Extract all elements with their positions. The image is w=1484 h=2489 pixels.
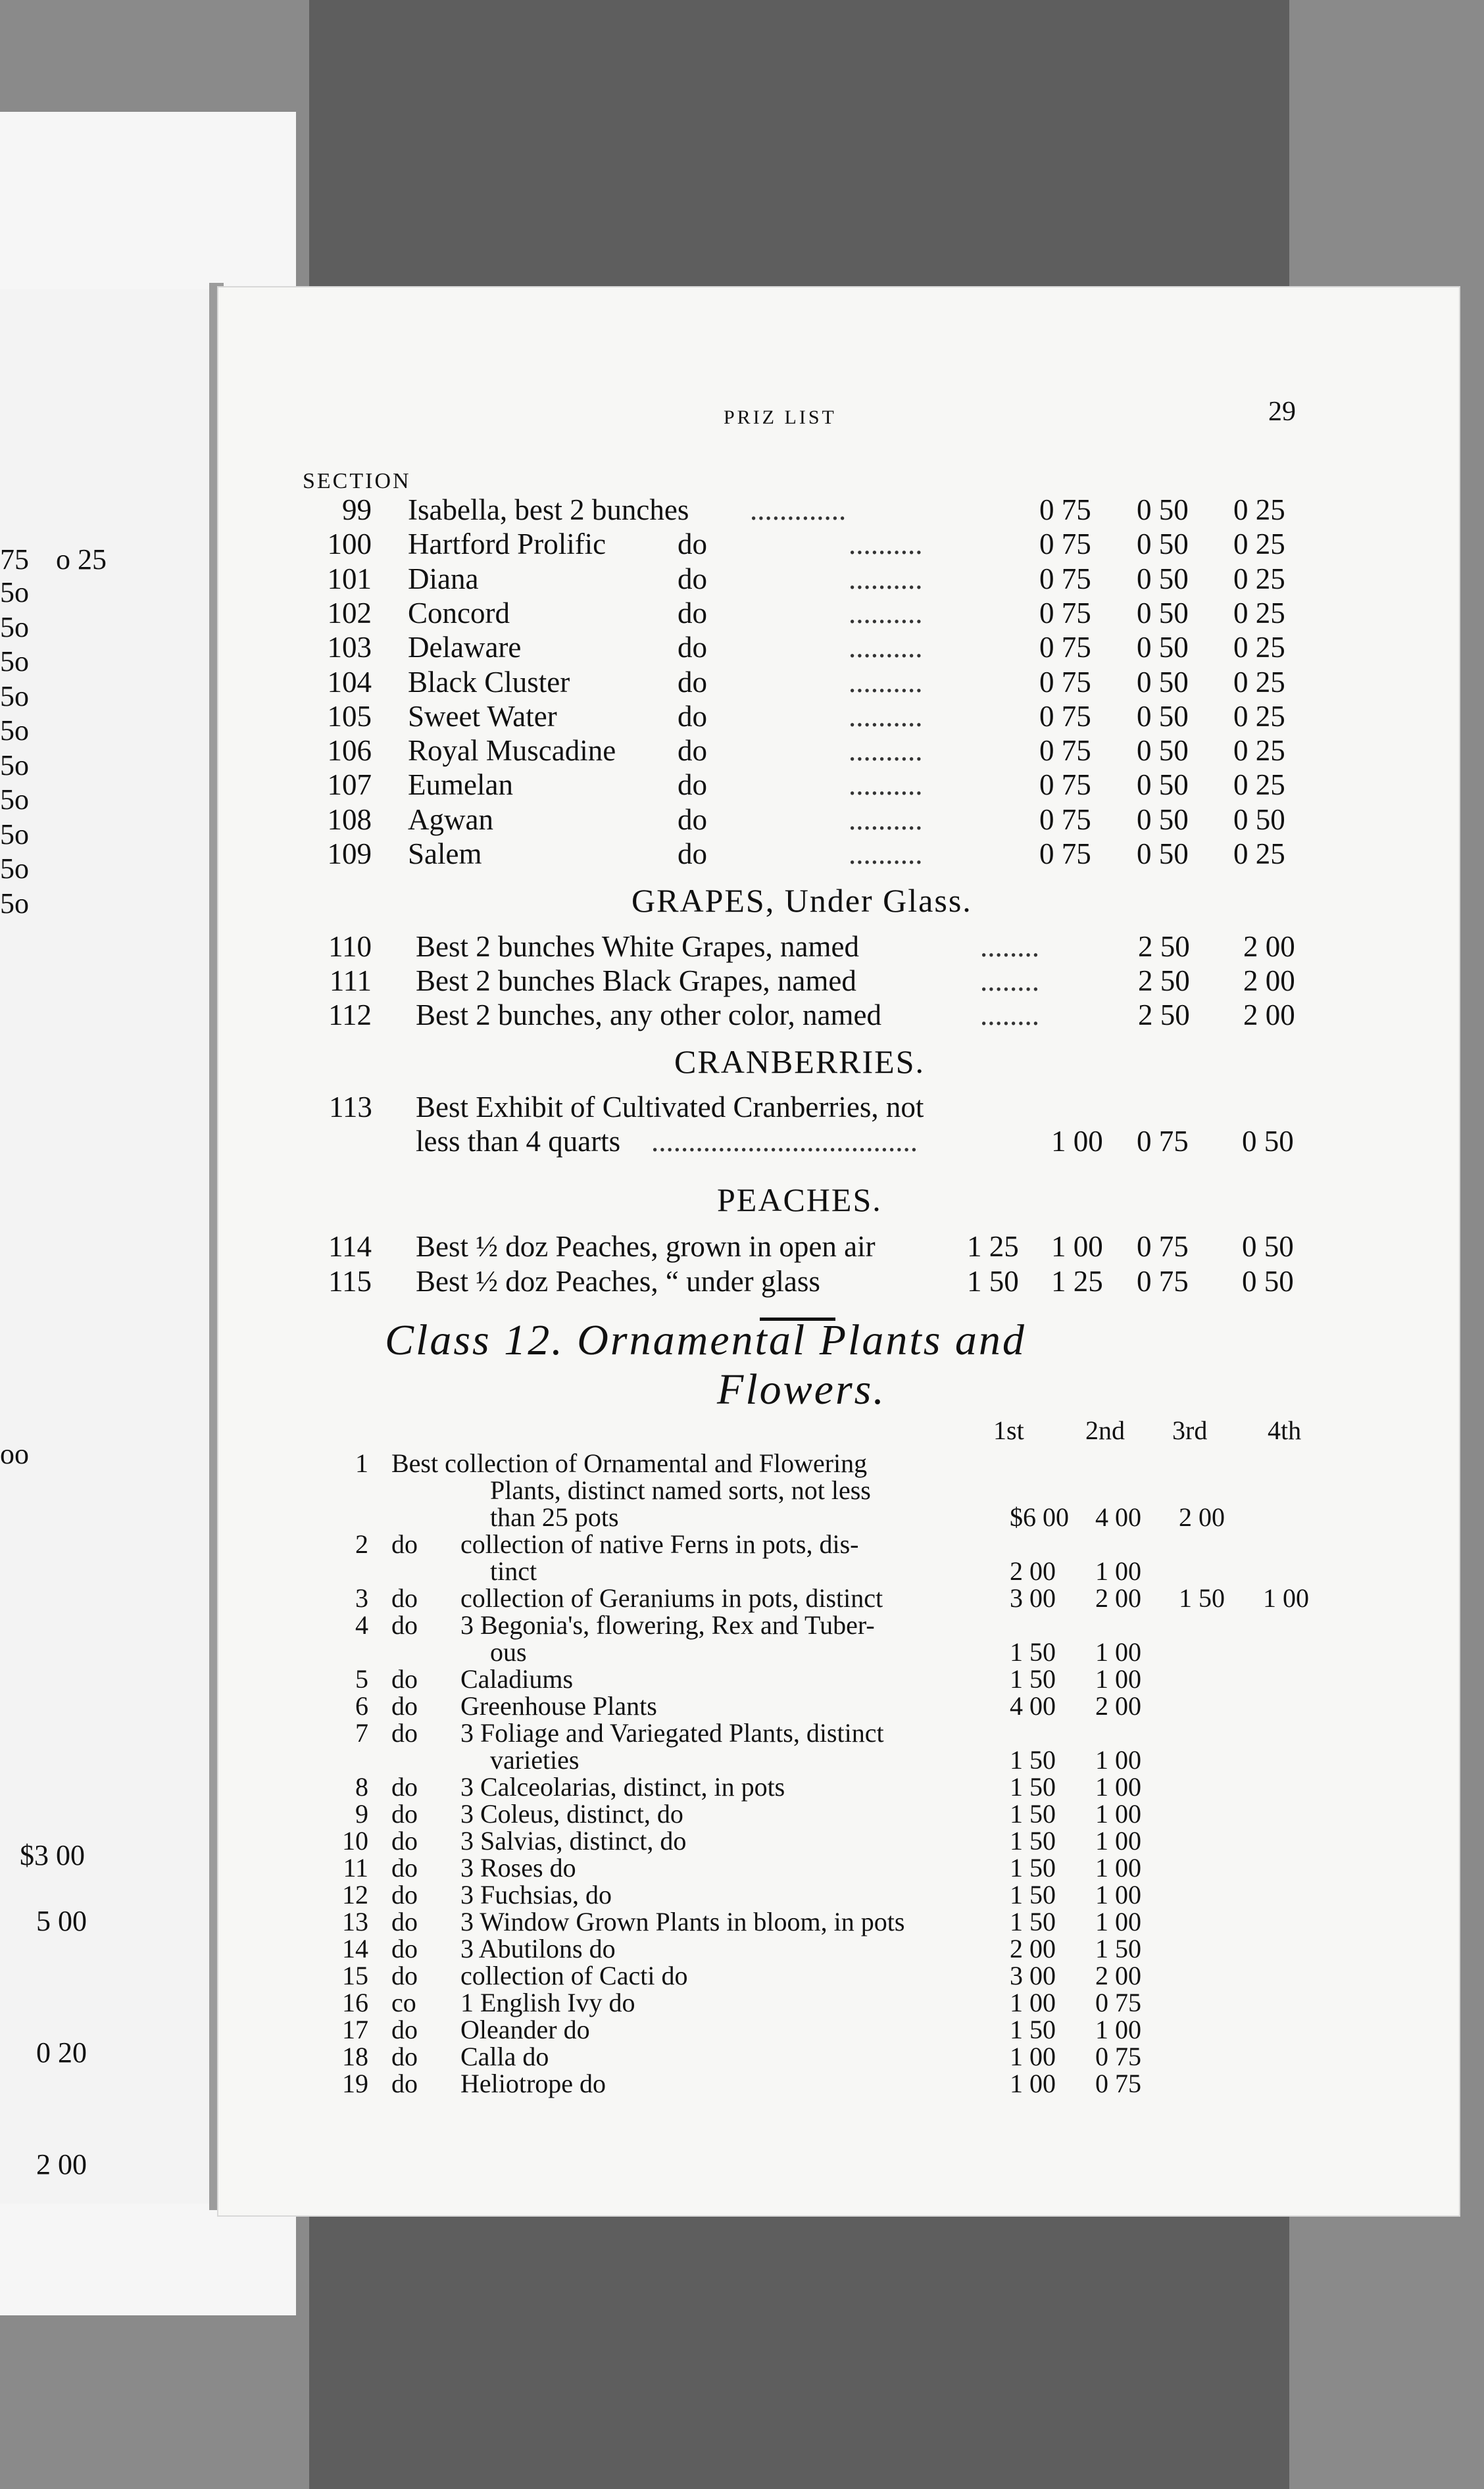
row-prize-1: 1 50 xyxy=(1010,1799,1056,1829)
row-item-number: 16 xyxy=(342,1988,368,2017)
row-section-number: 108 xyxy=(327,802,372,836)
row-prize-1: 1 50 xyxy=(1010,1907,1056,1936)
row-variety-name: Concord xyxy=(408,596,510,629)
row-item-number: 13 xyxy=(342,1907,368,1936)
row-ditto: do xyxy=(391,1880,418,1910)
row-prize-0: 1 50 xyxy=(967,1265,1019,1298)
left-margin-value: 75 xyxy=(0,543,29,576)
cranberries-prize-3: 0 50 xyxy=(1242,1125,1294,1158)
row-prize-1: 0 75 xyxy=(1039,493,1091,526)
row-prize-1: 1 50 xyxy=(1010,1745,1056,1775)
row-prize-1: $6 00 xyxy=(1010,1502,1069,1532)
dark-background-bottom xyxy=(309,2200,1289,2489)
row-prize-3: 0 50 xyxy=(1242,1230,1294,1263)
left-margin-value: 5o xyxy=(0,749,29,781)
column-header-3: 3rd xyxy=(1172,1416,1208,1445)
row-description: Best ½ doz Peaches, “ under glass xyxy=(416,1265,820,1298)
row-prize-2: 1 00 xyxy=(1095,1772,1141,1802)
row-prize-3: 1 50 xyxy=(1179,1583,1225,1613)
row-variety-name: Delaware xyxy=(408,631,522,664)
row-prize-3: 0 25 xyxy=(1233,768,1285,802)
left-margin-value: 0 20 xyxy=(36,2036,87,2069)
row-prize-2: 1 00 xyxy=(1095,1853,1141,1883)
row-ditto: do xyxy=(391,1610,418,1640)
row-variety-name: Diana xyxy=(408,562,479,595)
row-variety-name: Salem xyxy=(408,837,482,870)
row-prize-2: 1 00 xyxy=(1095,1799,1141,1829)
row-prize-1: 1 50 xyxy=(1010,1772,1056,1802)
row-description-line: tinct xyxy=(490,1556,537,1586)
row-prize-2: 0 50 xyxy=(1137,631,1189,664)
row-description-line: collection of Geraniums in pots, distinct xyxy=(460,1583,883,1613)
row-item-number: 8 xyxy=(355,1772,368,1802)
row-description-line: 3 Salvias, distinct, do xyxy=(460,1826,687,1856)
row-prize-1: 0 75 xyxy=(1039,768,1091,802)
row-ditto: do xyxy=(391,1772,418,1802)
row-prize-2: 1 00 xyxy=(1095,1664,1141,1694)
row-description-line: 3 Abutilons do xyxy=(460,1934,616,1963)
cranberries-line1: Best Exhibit of Cultivated Cranberries, not xyxy=(416,1091,924,1123)
cranberries-section: 113 xyxy=(329,1091,372,1123)
row-ditto: do xyxy=(391,1691,418,1721)
row-ditto: do xyxy=(678,768,707,802)
row-prize-1: 0 75 xyxy=(1039,562,1091,595)
row-leader: ........ xyxy=(980,930,1039,963)
row-prize-3: 0 25 xyxy=(1233,528,1285,561)
row-prize-1: 2 50 xyxy=(1138,964,1190,997)
row-ditto: do xyxy=(391,1907,418,1936)
row-prize-2: 0 50 xyxy=(1137,699,1189,733)
row-variety-name: Hartford Prolific xyxy=(408,528,606,561)
row-ditto: do xyxy=(678,734,707,768)
row-ditto: do xyxy=(678,665,707,699)
class-12-title-line2: Flowers. xyxy=(717,1366,886,1414)
column-header-2: 2nd xyxy=(1085,1416,1125,1445)
row-prize-1: 0 75 xyxy=(1039,528,1091,561)
row-prize-3: 0 50 xyxy=(1233,802,1285,836)
row-item-number: 10 xyxy=(342,1826,368,1856)
left-margin-value: 5o xyxy=(0,610,29,643)
row-ditto: do xyxy=(678,631,707,664)
row-description-line: Plants, distinct named sorts, not less xyxy=(490,1475,871,1505)
row-ditto: do xyxy=(391,2069,418,2098)
row-prize-1: 3 00 xyxy=(1010,1583,1056,1613)
grapes-glass-heading: GRAPES, Under Glass. xyxy=(631,882,972,919)
left-facing-page xyxy=(0,289,220,2204)
row-description-line: 3 Begonia's, flowering, Rex and Tuber- xyxy=(460,1610,875,1640)
row-ditto: do xyxy=(678,699,707,733)
row-description-line: 3 Calceolarias, distinct, in pots xyxy=(460,1772,785,1802)
row-prize-2: 1 00 xyxy=(1095,1556,1141,1586)
page-header-title: PRIZ LIST xyxy=(724,407,837,428)
row-description-line: ous xyxy=(490,1637,527,1667)
row-description: Best 2 bunches Black Grapes, named xyxy=(416,964,856,997)
row-prize-3: 0 25 xyxy=(1233,596,1285,629)
row-leader: ............. xyxy=(750,493,847,526)
row-prize-2: 0 50 xyxy=(1137,665,1189,699)
row-prize-1: 2 50 xyxy=(1138,930,1190,963)
row-prize-2: 2 00 xyxy=(1095,1583,1141,1613)
row-prize-2: 0 50 xyxy=(1137,768,1189,802)
row-ditto: do xyxy=(678,802,707,836)
row-section-number: 109 xyxy=(327,837,372,870)
cranberries-heading: CRANBERRIES. xyxy=(674,1043,926,1080)
column-header-1: 1st xyxy=(993,1416,1024,1445)
row-prize-2: 1 00 xyxy=(1095,1826,1141,1856)
row-prize-2: 0 50 xyxy=(1137,734,1189,768)
row-prize-3: 0 25 xyxy=(1233,699,1285,733)
row-item-number: 3 xyxy=(355,1583,368,1613)
row-description-line: Heliotrope do xyxy=(460,2069,606,2098)
row-prize-1: 2 00 xyxy=(1010,1556,1056,1586)
left-margin-value: 5o xyxy=(0,679,29,712)
left-margin-value: 5o xyxy=(0,818,29,850)
row-prize-2: 1 00 xyxy=(1095,2015,1141,2044)
row-description-line: collection of Cacti do xyxy=(460,1961,688,1990)
row-prize-1: 0 75 xyxy=(1039,837,1091,870)
row-section-number: 106 xyxy=(327,734,372,768)
row-description-line: 3 Coleus, distinct, do xyxy=(460,1799,683,1829)
row-variety-name: Agwan xyxy=(408,802,493,836)
row-section-number: 99 xyxy=(342,493,372,526)
row-description-line: than 25 pots xyxy=(490,1502,619,1532)
row-prize-1: 1 50 xyxy=(1010,1664,1056,1694)
row-prize-1: 1 00 xyxy=(1010,2069,1056,2098)
left-margin-value: 5o xyxy=(0,645,29,678)
left-margin-value: 5o xyxy=(0,576,29,608)
row-prize-2: 2 00 xyxy=(1243,998,1295,1031)
row-description-line: 3 Window Grown Plants in bloom, in pots xyxy=(460,1907,905,1936)
row-description-line: 3 Roses do xyxy=(460,1853,576,1883)
row-section-number: 114 xyxy=(328,1230,372,1263)
row-leader: ........ xyxy=(980,998,1039,1031)
row-prize-3: 2 00 xyxy=(1179,1502,1225,1532)
row-prize-1: 1 50 xyxy=(1010,1637,1056,1667)
row-prize-3: 0 50 xyxy=(1242,1265,1294,1298)
row-prize-3: 0 25 xyxy=(1233,837,1285,870)
row-prize-2: 2 00 xyxy=(1243,964,1295,997)
row-ditto: do xyxy=(391,1799,418,1829)
row-prize-2: 0 75 xyxy=(1095,1988,1141,2017)
row-prize-2: 0 75 xyxy=(1095,2042,1141,2071)
left-margin-value: 5o xyxy=(0,887,29,920)
row-leader: .......... xyxy=(849,562,923,595)
row-item-number: 4 xyxy=(355,1610,368,1640)
row-prize-1: 0 75 xyxy=(1039,665,1091,699)
row-item-number: 18 xyxy=(342,2042,368,2071)
row-ditto: do xyxy=(391,1961,418,1990)
row-section-number: 111 xyxy=(329,964,372,997)
row-prize-1: 1 50 xyxy=(1010,1853,1056,1883)
cranberries-line2: less than 4 quarts xyxy=(416,1125,621,1158)
row-prize-2: 0 75 xyxy=(1095,2069,1141,2098)
class-12-title-line1: Class 12. Ornamental Plants and xyxy=(385,1316,1026,1364)
row-ditto: do xyxy=(391,1664,418,1694)
row-prize-1: 2 50 xyxy=(1138,998,1190,1031)
row-section-number: 115 xyxy=(328,1265,372,1298)
row-section-number: 100 xyxy=(327,528,372,561)
row-variety-name: Isabella, best 2 bunches xyxy=(408,493,689,526)
row-prize-3: 0 25 xyxy=(1233,562,1285,595)
row-prize-1: 0 75 xyxy=(1039,802,1091,836)
row-prize-2: 0 50 xyxy=(1137,596,1189,629)
row-variety-name: Black Cluster xyxy=(408,665,570,699)
row-ditto: do xyxy=(678,596,707,629)
row-section-number: 105 xyxy=(327,699,372,733)
row-item-number: 7 xyxy=(355,1718,368,1748)
row-leader: .......... xyxy=(849,734,923,768)
row-prize-1: 0 75 xyxy=(1039,631,1091,664)
row-ditto: co xyxy=(391,1988,416,2017)
row-prize-1: 1 00 xyxy=(1010,1988,1056,2017)
row-variety-name: Eumelan xyxy=(408,768,513,802)
row-description: Best ½ doz Peaches, grown in open air xyxy=(416,1230,876,1263)
row-prize-2: 0 50 xyxy=(1137,528,1189,561)
row-section-number: 104 xyxy=(327,665,372,699)
row-description: Best 2 bunches White Grapes, named xyxy=(416,930,859,963)
row-prize-1: 0 75 xyxy=(1039,734,1091,768)
row-ditto: do xyxy=(391,1718,418,1748)
row-prize-2: 1 00 xyxy=(1095,1637,1141,1667)
column-header-4: 4th xyxy=(1268,1416,1302,1445)
row-prize-1: 1 50 xyxy=(1010,2015,1056,2044)
row-item-number: 5 xyxy=(355,1664,368,1694)
row-description-line: Oleander do xyxy=(460,2015,590,2044)
row-item-number: 6 xyxy=(355,1691,368,1721)
row-description-line: 1 English Ivy do xyxy=(460,1988,635,2017)
row-prize-2: 2 00 xyxy=(1095,1961,1141,1990)
row-leader: .......... xyxy=(849,768,923,802)
left-margin-value: oo xyxy=(0,1438,29,1470)
row-item-number: 2 xyxy=(355,1529,368,1559)
row-leader: .......... xyxy=(849,596,923,629)
row-prize-1: 1 00 xyxy=(1010,2042,1056,2071)
row-description-line: collection of native Ferns in pots, dis- xyxy=(460,1529,859,1559)
left-page-tab-top xyxy=(0,112,296,296)
left-margin-value: $3 00 xyxy=(20,1839,85,1871)
row-prize-3: 0 25 xyxy=(1233,631,1285,664)
cranberries-leader: .................................... xyxy=(651,1125,918,1158)
peaches-heading: PEACHES. xyxy=(717,1181,882,1218)
left-margin-value: 5o xyxy=(0,714,29,747)
row-item-number: 15 xyxy=(342,1961,368,1990)
row-leader: .......... xyxy=(849,631,923,664)
row-ditto: do xyxy=(391,2042,418,2071)
row-variety-name: Royal Muscadine xyxy=(408,734,616,768)
row-prize-2: 2 00 xyxy=(1095,1691,1141,1721)
row-leader: ........ xyxy=(980,964,1039,997)
row-item-number: 17 xyxy=(342,2015,368,2044)
row-prize-0: 1 25 xyxy=(967,1230,1019,1263)
row-prize-2: 4 00 xyxy=(1095,1502,1141,1532)
page-number: 29 xyxy=(1268,397,1296,427)
section-label: SECTION xyxy=(303,469,411,493)
row-item-number: 14 xyxy=(342,1934,368,1963)
row-ditto: do xyxy=(391,2015,418,2044)
cranberries-prize-2: 0 75 xyxy=(1137,1125,1189,1158)
row-prize-1: 0 75 xyxy=(1039,596,1091,629)
row-prize-3: 0 25 xyxy=(1233,665,1285,699)
row-prize-2: 0 50 xyxy=(1137,837,1189,870)
row-ditto: do xyxy=(391,1826,418,1856)
row-leader: .......... xyxy=(849,528,923,561)
row-ditto: do xyxy=(391,1583,418,1613)
row-prize-1: 4 00 xyxy=(1010,1691,1056,1721)
row-description-line: Best collection of Ornamental and Flowering xyxy=(391,1448,868,1478)
row-description: Best 2 bunches, any other color, named xyxy=(416,998,882,1031)
left-margin-value: 2 00 xyxy=(36,2148,87,2181)
row-leader: .......... xyxy=(849,802,923,836)
row-item-number: 19 xyxy=(342,2069,368,2098)
row-prize-4: 1 00 xyxy=(1263,1583,1309,1613)
row-section-number: 110 xyxy=(328,930,372,963)
row-section-number: 103 xyxy=(327,631,372,664)
row-description-line: 3 Fuchsias, do xyxy=(460,1880,612,1910)
row-item-number: 1 xyxy=(355,1448,368,1478)
row-description-line: Caladiums xyxy=(460,1664,574,1694)
row-prize-1: 3 00 xyxy=(1010,1961,1056,1990)
left-margin-value: 5o xyxy=(0,783,29,816)
row-prize-2: 0 50 xyxy=(1137,802,1189,836)
row-section-number: 102 xyxy=(327,596,372,629)
left-margin-value: 5 00 xyxy=(36,1905,87,1937)
row-item-number: 11 xyxy=(343,1853,368,1883)
row-description-line: Greenhouse Plants xyxy=(460,1691,657,1721)
row-prize-2: 0 50 xyxy=(1137,562,1189,595)
cranberries-prize-1: 1 00 xyxy=(1051,1125,1103,1158)
row-ditto: do xyxy=(391,1934,418,1963)
row-variety-name: Sweet Water xyxy=(408,699,557,733)
row-prize-2: 1 00 xyxy=(1095,1880,1141,1910)
row-leader: .......... xyxy=(849,699,923,733)
row-ditto: do xyxy=(391,1529,418,1559)
row-prize-2: 0 50 xyxy=(1137,493,1189,526)
row-prize-1: 1 50 xyxy=(1010,1880,1056,1910)
prize-list-page xyxy=(217,286,1460,2217)
row-ditto: do xyxy=(678,837,707,870)
left-margin-value: 5o xyxy=(0,852,29,885)
row-section-number: 107 xyxy=(327,768,372,802)
row-prize-3: 0 25 xyxy=(1233,734,1285,768)
row-ditto: do xyxy=(391,1853,418,1883)
left-margin-value: o 25 xyxy=(56,543,107,576)
row-prize-1: 1 25 xyxy=(1051,1265,1103,1298)
row-item-number: 9 xyxy=(355,1799,368,1829)
row-prize-1: 0 75 xyxy=(1039,699,1091,733)
row-section-number: 112 xyxy=(328,998,372,1031)
row-prize-1: 2 00 xyxy=(1010,1934,1056,1963)
dark-background-top xyxy=(309,0,1289,309)
row-prize-2: 1 00 xyxy=(1095,1907,1141,1936)
row-description-line: Calla do xyxy=(460,2042,549,2071)
row-prize-2: 1 00 xyxy=(1095,1745,1141,1775)
row-prize-2: 2 00 xyxy=(1243,930,1295,963)
row-leader: .......... xyxy=(849,665,923,699)
row-prize-2: 0 75 xyxy=(1137,1265,1189,1298)
row-prize-2: 1 50 xyxy=(1095,1934,1141,1963)
row-prize-1: 1 50 xyxy=(1010,1826,1056,1856)
row-description-line: varieties xyxy=(490,1745,580,1775)
row-prize-1: 1 00 xyxy=(1051,1230,1103,1263)
row-prize-3: 0 25 xyxy=(1233,493,1285,526)
row-item-number: 12 xyxy=(342,1880,368,1910)
row-ditto: do xyxy=(678,528,707,561)
row-prize-2: 0 75 xyxy=(1137,1230,1189,1263)
row-description-line: 3 Foliage and Variegated Plants, distinct xyxy=(460,1718,884,1748)
row-ditto: do xyxy=(678,562,707,595)
row-leader: .......... xyxy=(849,837,923,870)
row-section-number: 101 xyxy=(327,562,372,595)
